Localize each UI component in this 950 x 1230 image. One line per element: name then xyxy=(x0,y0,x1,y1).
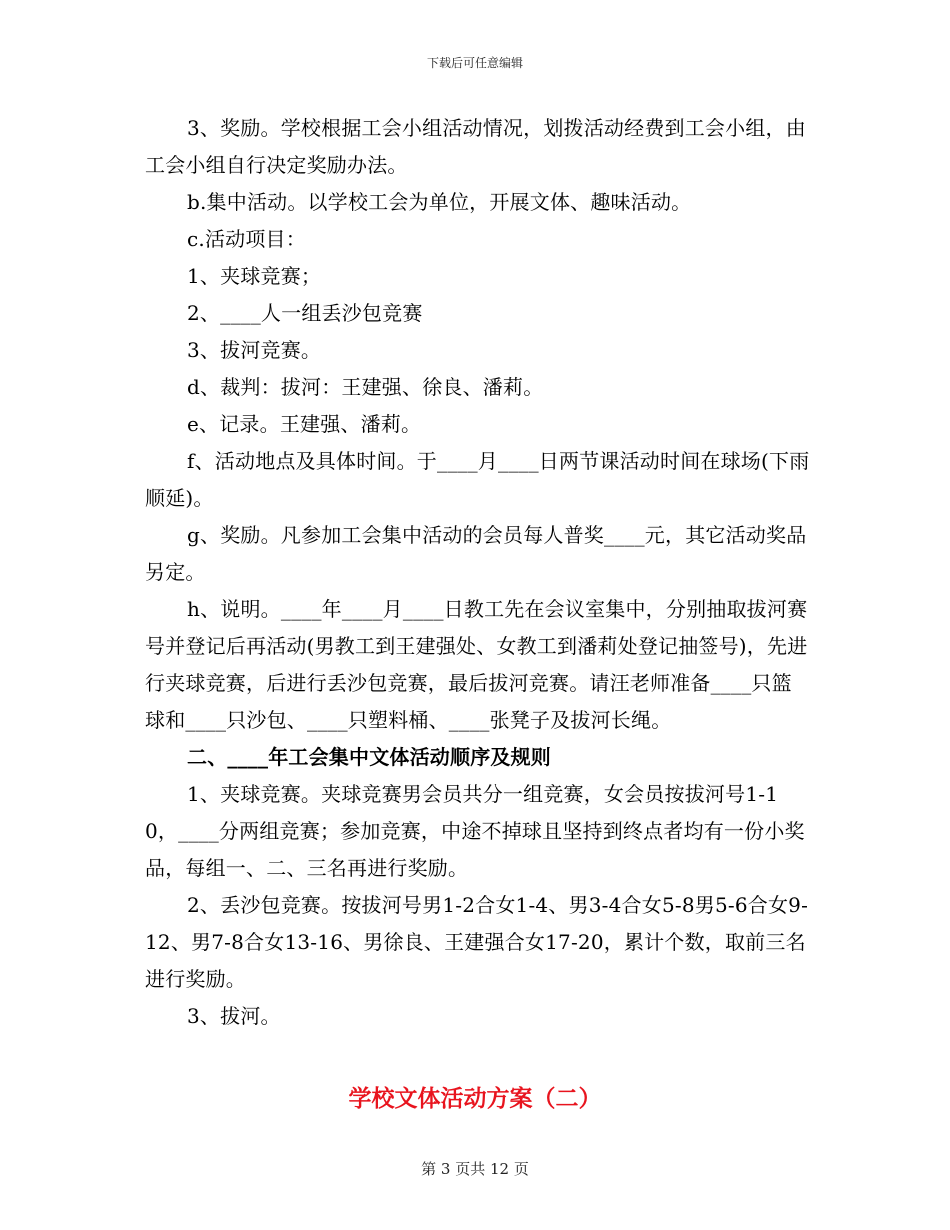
paragraph-notes: h、说明。____年____月____日教工先在会议室集中，分别抽取拔河赛号并登记后再活动(男教工到王建强处、女教工到潘莉处登记抽签号)，先进行夹球竞赛，后进行丢沙包竞赛，最后拔河竞赛。请汪老师准备____只篮球和____只沙包、____只塑料桶、____张凳子及拔河长绳。 xyxy=(145,597,808,732)
document-body xyxy=(145,110,810,1035)
paragraph-item-2: 2、____人一组丢沙包竞赛 xyxy=(187,301,423,325)
page-footer: 第 3 页共 12 页 xyxy=(421,1160,529,1178)
paragraph-rule-1: 1、夹球竞赛。夹球竞赛男会员共分一组竞赛，女会员按拔河号1-10，____分两组竞赛；参加竞赛，中途不掉球且坚持到终点者均有一份小奖品，每组一、二、三名再进行奖励。 xyxy=(145,782,805,880)
page-header: 下载后可任意编辑 xyxy=(426,56,523,70)
paragraph-location-time: f、活动地点及具体时间。于____月____日两节课活动时间在球场(下雨顺延)。 xyxy=(145,449,810,510)
paragraph-group-activity: b.集中活动。以学校工会为单位，开展文体、趣味活动。 xyxy=(187,190,692,214)
section-heading-rules: 二、____年工会集中文体活动顺序及规则 xyxy=(187,745,551,769)
paragraph-record: e、记录。王建强、潘莉。 xyxy=(187,412,422,436)
paragraph-referee: d、裁判：拔河：王建强、徐良、潘莉。 xyxy=(187,375,544,399)
paragraph-award: g、奖励。凡参加工会集中活动的会员每人普奖____元，其它活动奖品另定。 xyxy=(145,523,807,584)
section-title: 学校文体活动方案（二） xyxy=(348,1085,602,1112)
paragraph-rule-2: 2、丢沙包竞赛。按拔河号男1-2合女1-4、男3-4合女5-8男5-6合女9-12、男7-8合女13-16、男徐良、王建强合女17-20，累计个数，取前三名进行奖励。 xyxy=(145,893,809,991)
paragraph-activity-items: c.活动项目： xyxy=(187,227,306,251)
paragraph-item-1: 1、夹球竞赛； xyxy=(187,264,322,288)
paragraph-reward: 3、奖励。学校根据工会小组活动情况，划拨活动经费到工会小组，由工会小组自行决定奖励办法。 xyxy=(145,116,806,177)
paragraph-rule-3: 3、拔河。 xyxy=(187,1004,281,1028)
paragraph-item-3: 3、拔河竞赛。 xyxy=(187,338,322,362)
